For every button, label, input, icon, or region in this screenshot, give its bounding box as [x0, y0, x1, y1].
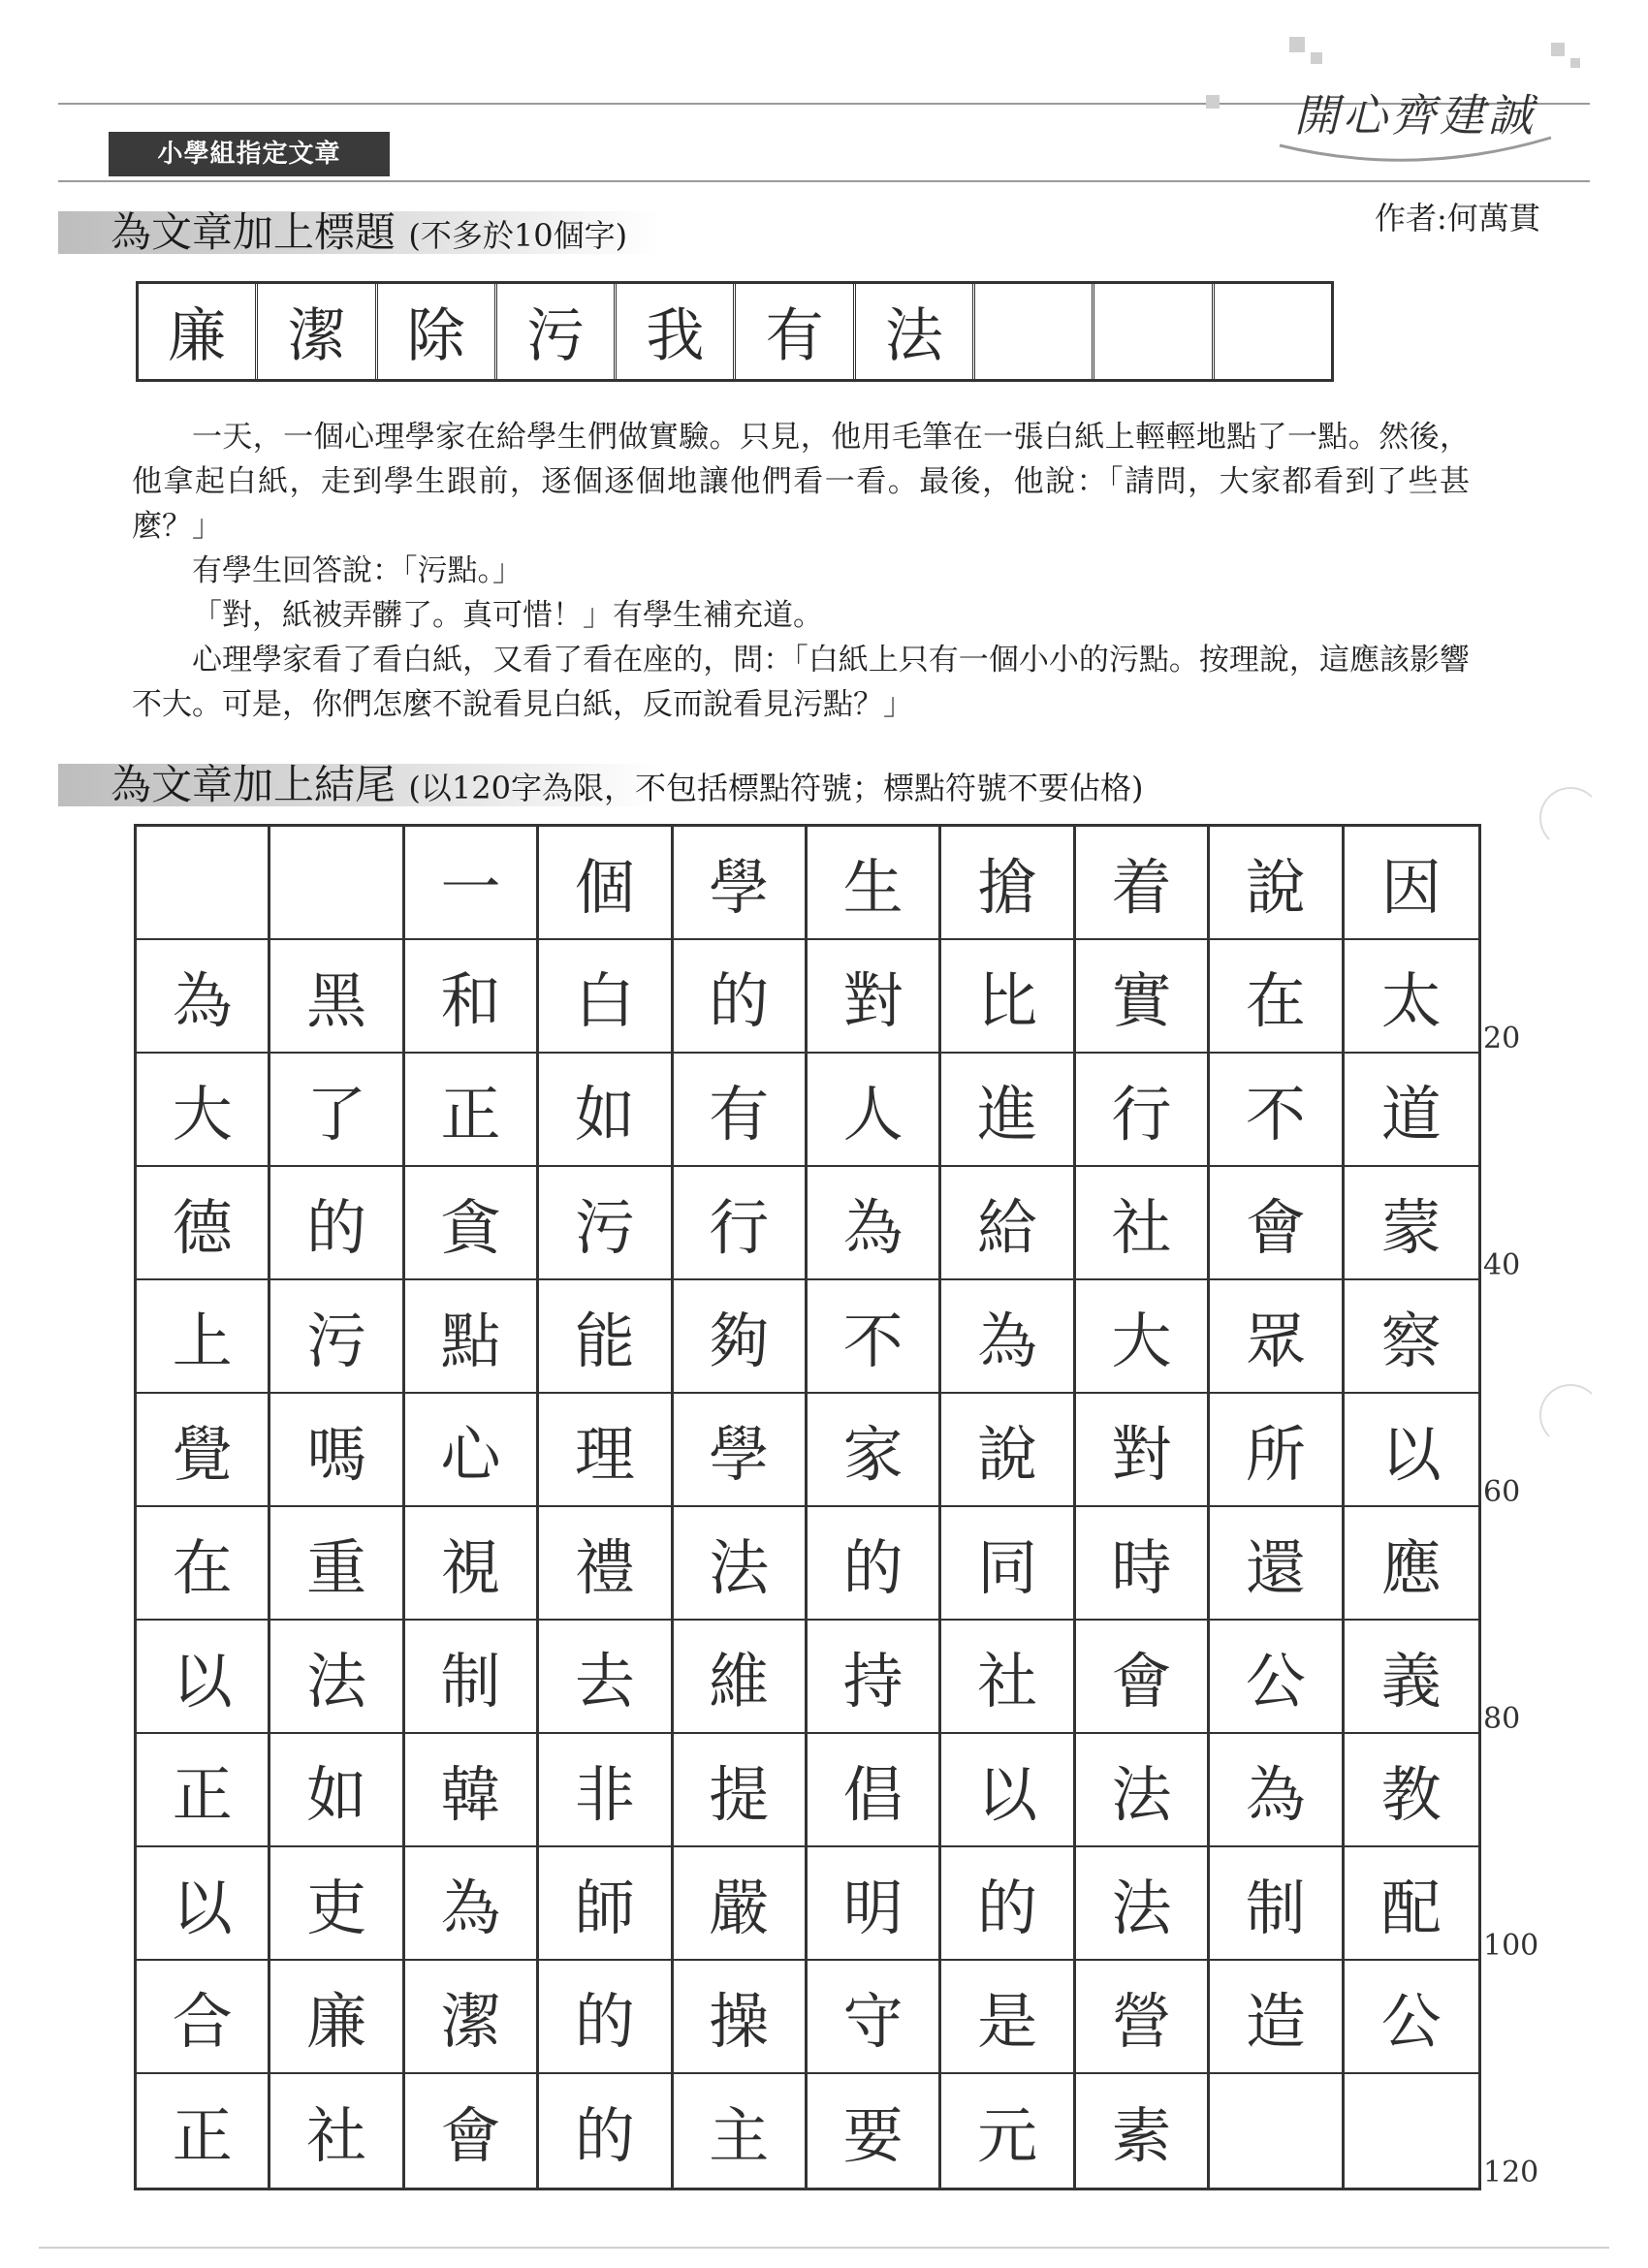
binder-hole-mark — [1539, 787, 1601, 849]
grid-char-cell: 太 — [1345, 940, 1478, 1054]
grid-char-cell: 嗎 — [270, 1394, 404, 1507]
grid-char-cell: 有 — [674, 1054, 808, 1167]
title-char-cell — [972, 284, 1092, 379]
heading-text — [111, 204, 627, 265]
logo-text: 開心齊建誠 — [1294, 89, 1537, 142]
grid-char-cell: 給 — [941, 1167, 1075, 1280]
grid-char-cell: 貪 — [405, 1167, 539, 1280]
grid-char-cell: 一 — [405, 827, 539, 940]
grid-char-cell: 教 — [1345, 1734, 1478, 1847]
grid-char-cell: 韓 — [405, 1734, 539, 1847]
grid-char-cell: 法 — [1076, 1847, 1210, 1961]
grid-char-cell: 對 — [808, 940, 941, 1054]
grid-char-cell: 白 — [539, 940, 673, 1054]
decoration-square — [1551, 43, 1565, 56]
grid-char-cell: 心 — [405, 1394, 539, 1507]
passage-paragraph: 「對，紙被弄髒了。真可惜！」有學生補充道。 — [192, 598, 823, 633]
grid-char-cell: 和 — [405, 940, 539, 1054]
grid-char-cell: 的 — [808, 1507, 941, 1621]
grid-char-cell: 進 — [941, 1054, 1075, 1167]
title-answer-grid — [136, 281, 1334, 382]
grid-char-cell: 義 — [1345, 1621, 1478, 1734]
grid-char-cell: 污 — [539, 1167, 673, 1280]
grid-char-cell: 正 — [137, 2074, 270, 2188]
grid-char-cell: 為 — [941, 1280, 1075, 1394]
grid-char-cell: 應 — [1345, 1507, 1478, 1621]
grid-char-cell: 會 — [1076, 1621, 1210, 1734]
grid-char-cell: 廉 — [270, 1961, 404, 2074]
grid-char-cell: 明 — [808, 1847, 941, 1961]
grid-char-cell: 如 — [270, 1734, 404, 1847]
section-tag: 小學組指定文章 — [109, 132, 390, 176]
footer-rule — [39, 2247, 1609, 2249]
grid-char-cell: 大 — [1076, 1280, 1210, 1394]
passage-paragraph: 一天，一個心理學家在給學生們做實驗。只見，他用毛筆在一張白紙上輕輕地點了一點。然後，他拿起白紙，走到學生跟前，逐個逐個地讓他們看一看。最後，他說：「請問，大家都看到了些甚麼？」 — [132, 420, 1470, 544]
char-counter: 40 — [1483, 1248, 1521, 1282]
grid-char-cell: 法 — [270, 1621, 404, 1734]
grid-char-cell: 覺 — [137, 1394, 270, 1507]
author-line: 作者:何萬貫 — [1375, 200, 1540, 236]
grid-char-cell: 還 — [1210, 1507, 1344, 1621]
grid-char-cell: 為 — [1210, 1734, 1344, 1847]
title-heading — [58, 204, 1221, 262]
title-char-cell: 潔 — [255, 284, 374, 379]
grid-char-cell: 着 — [1076, 827, 1210, 940]
grid-char-cell: 上 — [137, 1280, 270, 1394]
title-char-cell: 有 — [733, 284, 852, 379]
grid-char-cell: 道 — [1345, 1054, 1478, 1167]
binder-hole-mark — [1539, 1384, 1601, 1446]
grid-char-cell — [270, 827, 404, 940]
char-counter: 60 — [1483, 1475, 1521, 1509]
grid-char-cell: 所 — [1210, 1394, 1344, 1507]
grid-char-cell: 嚴 — [674, 1847, 808, 1961]
grid-char-cell: 正 — [137, 1734, 270, 1847]
grid-char-cell: 搶 — [941, 827, 1075, 940]
passage-paragraph: 心理學家看了看白紙，又看了看在座的，問：「白紙上只有一個小小的污點。按理說，這應該影響不大。可是，你們怎麼不說看見白紙，反而說看見污點？」 — [132, 643, 1470, 722]
grid-char-cell: 點 — [405, 1280, 539, 1394]
decoration-square — [1311, 52, 1322, 64]
grid-char-cell: 合 — [137, 1961, 270, 2074]
grid-char-cell: 的 — [941, 1847, 1075, 1961]
grid-char-cell: 家 — [808, 1394, 941, 1507]
title-char-cell: 我 — [614, 284, 733, 379]
grid-char-cell: 同 — [941, 1507, 1075, 1621]
grid-char-cell: 配 — [1345, 1847, 1478, 1961]
grid-char-cell: 大 — [137, 1054, 270, 1167]
grid-char-cell — [1345, 2074, 1478, 2188]
grid-char-cell: 營 — [1076, 1961, 1210, 2074]
grid-char-cell: 重 — [270, 1507, 404, 1621]
grid-char-cell: 元 — [941, 2074, 1075, 2188]
grid-char-cell: 會 — [1210, 1167, 1344, 1280]
grid-char-cell: 因 — [1345, 827, 1478, 940]
grid-char-cell: 制 — [405, 1621, 539, 1734]
grid-char-cell: 行 — [1076, 1054, 1210, 1167]
ending-heading-note: (以120字為限，不包括標點符號；標點符號不要佔格) — [408, 770, 1144, 806]
grid-char-cell: 夠 — [674, 1280, 808, 1394]
grid-char-cell: 師 — [539, 1847, 673, 1961]
ending-heading-label: 為文章加上結尾 — [111, 761, 396, 808]
grid-char-cell: 行 — [674, 1167, 808, 1280]
grid-char-cell: 的 — [270, 1167, 404, 1280]
title-char-cell — [1212, 284, 1331, 379]
grid-char-cell — [1210, 2074, 1344, 2188]
char-counter: 80 — [1483, 1702, 1521, 1736]
grid-char-cell: 以 — [941, 1734, 1075, 1847]
passage-paragraph: 有學生回答說：「污點。」 — [192, 553, 523, 588]
grid-char-cell: 不 — [1210, 1054, 1344, 1167]
grid-char-cell: 為 — [808, 1167, 941, 1280]
grid-char-cell: 素 — [1076, 2074, 1210, 2188]
grid-char-cell: 社 — [270, 2074, 404, 2188]
decoration-square — [1570, 58, 1580, 68]
header-rule-lower — [58, 180, 1590, 182]
grid-char-cell: 維 — [674, 1621, 808, 1734]
char-counter: 20 — [1483, 1022, 1521, 1055]
grid-char-cell: 持 — [808, 1621, 941, 1734]
grid-char-cell: 提 — [674, 1734, 808, 1847]
title-heading-label: 為文章加上標題 — [111, 208, 396, 256]
grid-char-cell: 在 — [1210, 940, 1344, 1054]
grid-char-cell: 的 — [539, 1961, 673, 2074]
char-counter: 100 — [1483, 1929, 1539, 1963]
grid-char-cell: 以 — [1345, 1394, 1478, 1507]
ending-answer-grid — [134, 824, 1481, 2190]
grid-char-cell: 非 — [539, 1734, 673, 1847]
grid-char-cell: 造 — [1210, 1961, 1344, 2074]
grid-char-cell: 社 — [941, 1621, 1075, 1734]
title-char-cell: 除 — [375, 284, 494, 379]
grid-char-cell: 正 — [405, 1054, 539, 1167]
grid-char-cell: 公 — [1345, 1961, 1478, 2074]
grid-char-cell: 蒙 — [1345, 1167, 1478, 1280]
grid-char-cell: 生 — [808, 827, 941, 940]
grid-char-cell: 德 — [137, 1167, 270, 1280]
grid-char-cell: 禮 — [539, 1507, 673, 1621]
grid-char-cell: 公 — [1210, 1621, 1344, 1734]
grid-char-cell: 眾 — [1210, 1280, 1344, 1394]
char-counter: 120 — [1483, 2156, 1539, 2189]
grid-char-cell: 污 — [270, 1280, 404, 1394]
title-char-cell — [1092, 284, 1211, 379]
grid-char-cell: 以 — [137, 1621, 270, 1734]
grid-char-cell: 說 — [941, 1394, 1075, 1507]
grid-char-cell: 的 — [539, 2074, 673, 2188]
grid-char-cell: 守 — [808, 1961, 941, 2074]
grid-char-cell: 是 — [941, 1961, 1075, 2074]
grid-char-cell: 能 — [539, 1280, 673, 1394]
grid-char-cell: 學 — [674, 827, 808, 940]
title-char-cell: 廉 — [168, 302, 227, 370]
grid-char-cell: 法 — [1076, 1734, 1210, 1847]
grid-char-cell: 以 — [137, 1847, 270, 1961]
grid-char-cell: 吏 — [270, 1847, 404, 1961]
grid-char-cell: 倡 — [808, 1734, 941, 1847]
grid-char-cell: 為 — [137, 940, 270, 1054]
grid-char-cell: 法 — [674, 1507, 808, 1621]
grid-char-cell: 個 — [539, 827, 673, 940]
grid-char-cell: 不 — [808, 1280, 941, 1394]
grid-char-cell: 了 — [270, 1054, 404, 1167]
grid-char-cell: 去 — [539, 1621, 673, 1734]
grid-char-cell: 社 — [1076, 1167, 1210, 1280]
decoration-square — [1289, 37, 1305, 52]
grid-char-cell: 潔 — [405, 1961, 539, 2074]
grid-char-cell: 黑 — [270, 940, 404, 1054]
grid-char-cell: 對 — [1076, 1394, 1210, 1507]
grid-char-cell: 視 — [405, 1507, 539, 1621]
title-char-cell: 法 — [853, 284, 972, 379]
heading-text — [111, 756, 1143, 817]
grid-char-cell: 制 — [1210, 1847, 1344, 1961]
grid-char-cell: 時 — [1076, 1507, 1210, 1621]
grid-char-cell: 的 — [674, 940, 808, 1054]
grid-char-cell: 比 — [941, 940, 1075, 1054]
ending-heading — [58, 756, 1221, 814]
grid-char-cell: 主 — [674, 2074, 808, 2188]
grid-char-cell: 說 — [1210, 827, 1344, 940]
grid-char-cell: 學 — [674, 1394, 808, 1507]
decoration-square — [1206, 95, 1220, 109]
grid-char-cell: 察 — [1345, 1280, 1478, 1394]
grid-char-cell: 要 — [808, 2074, 941, 2188]
grid-char-cell: 會 — [405, 2074, 539, 2188]
article-passage — [132, 415, 1470, 727]
title-char-cell: 污 — [494, 284, 614, 379]
grid-char-cell: 操 — [674, 1961, 808, 2074]
grid-char-cell: 在 — [137, 1507, 270, 1621]
grid-char-cell — [137, 827, 270, 940]
grid-char-cell: 實 — [1076, 940, 1210, 1054]
grid-char-cell: 理 — [539, 1394, 673, 1507]
grid-char-cell: 人 — [808, 1054, 941, 1167]
title-heading-note: (不多於10個字) — [408, 217, 628, 254]
grid-char-cell: 如 — [539, 1054, 673, 1167]
grid-char-cell: 為 — [405, 1847, 539, 1961]
